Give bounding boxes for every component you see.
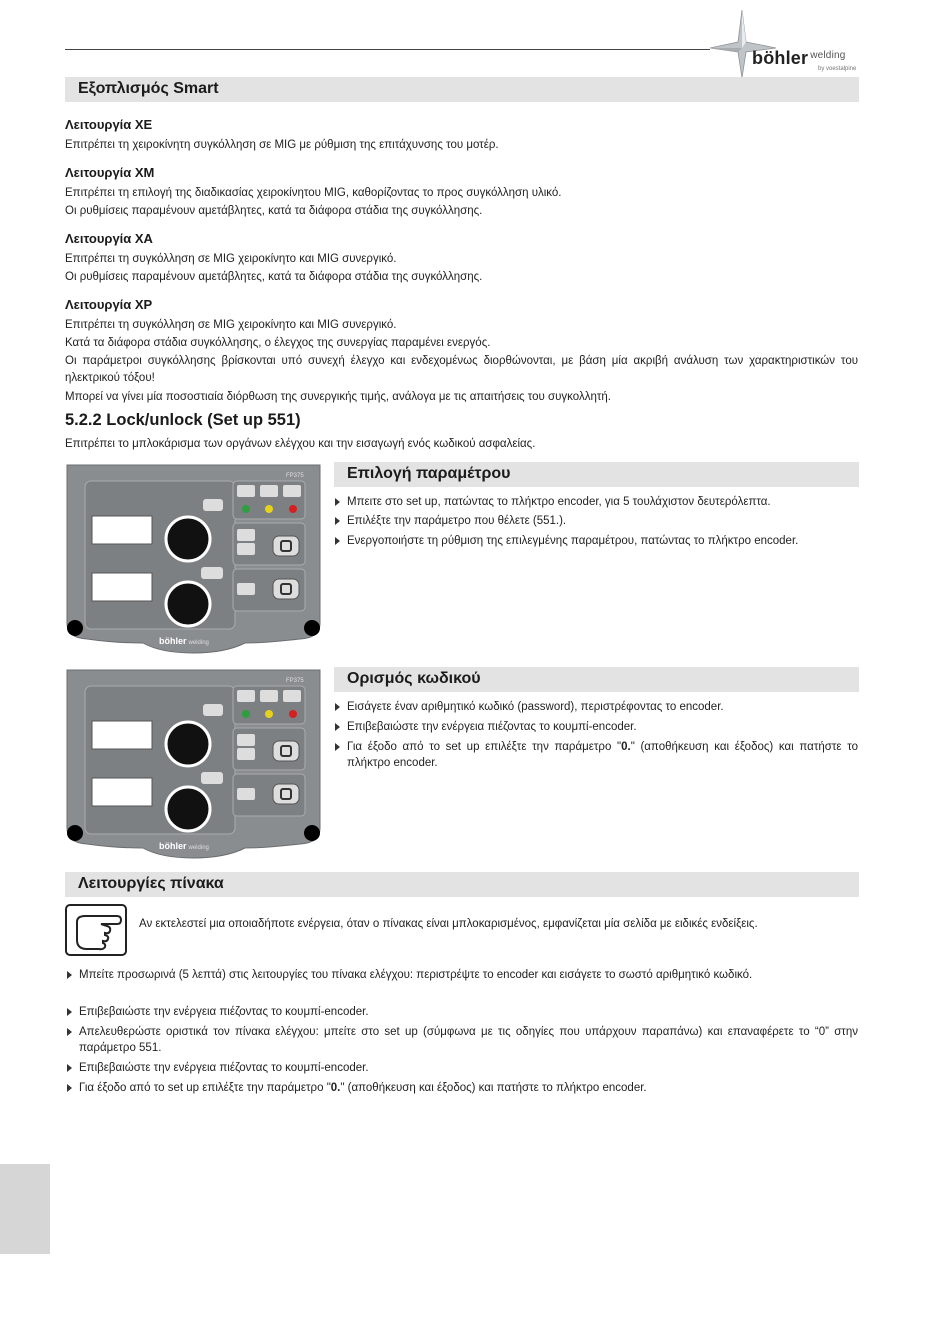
param-bullet-1-text: Μπειτε στο set up, πατώντας το πλήκτρο encoder, για 5 τουλάχιστον δευτερόλεπτα. [347,496,771,508]
code-bullet-3-pre: Για έξοδο από το set up επιλέξτε την παράμετρο " [347,741,622,753]
panel-2-brand-main: böhler [159,841,187,851]
panel-2-brand [159,841,209,851]
bullet-arrow-icon [335,517,340,525]
functions-bullet-5-post: " (αποθήκευση και έξοδος) και πατήστε το πλήκτρο encoder. [340,1082,647,1094]
code-bullet-1 [347,699,858,715]
param-bullet-2 [347,513,858,529]
param-bullet-3-text: Ενεργοποιήστε τη ρύθμιση της επιλεγμένης παραμέτρου, πατώντας το πλήκτρο encoder. [347,535,799,547]
bullet-arrow-icon [335,723,340,731]
functions-bullet-3-text: Απελευθερώστε οριστικά τον πίνακα ελέγχου: μπείτε στο set up (σύμφωνα με τις οδηγίες που υπάρχουν παραπάνω) και επαναφέρετε το “0” στην παράμετρο 551. [79,1026,858,1054]
section-param-bar [334,462,859,487]
xp-text-2: Κατά τα διάφορα στάδια συγκόλλησης, ο έλεγχος της συνεργίας παραμένει ενεργός. [65,337,491,349]
panel-1-model: FP375 [286,473,304,479]
xa-text-1: Επιτρέπει τη συγκόλληση σε MIG χειροκίνητο και MIG συνεργικό. [65,253,397,265]
xm-text-2: Οι ρυθμίσεις παραμένουν αμετάβλητες, κατά τα διάφορα στάδια της συγκόλλησης. [65,205,483,217]
functions-bullet-4 [79,1060,858,1076]
bullet-arrow-icon [67,1064,72,1072]
section-param-title: Επιλογή παραμέτρου [347,465,511,482]
section-code-bar [334,667,859,692]
pointing-hand-icon [65,904,127,956]
code-bullet-1-text: Εισάγετε έναν αριθμητικό κωδικό (password), περιστρέφοντας το encoder. [347,701,724,713]
bullet-arrow-icon [335,498,340,506]
functions-bullet-4-text: Επιβεβαιώστε την ενέργεια πιέζοντας το κουμπί-encoder. [79,1062,369,1074]
bullet-arrow-icon [335,703,340,711]
param-bullet-3 [347,533,858,549]
panel-2-model: FP375 [286,678,304,684]
side-tab [0,1164,50,1254]
xa-title: Λειτουργία XA [65,231,153,246]
code-bullet-3-post: " (αποθήκευση και έξοδος) και πατήστε το πλήκτρο encoder. [347,741,858,769]
functions-bullet-5-bold: 0. [330,1082,341,1094]
control-panel-image [65,463,322,655]
xp-text-3: Οι παράμετροι συγκόλλησης βρίσκονται υπό συνεχή έλεγχο και ενδεχομένως διορθώνονται, με βάση μία ακριβή ανάλυση των χαρακτηριστικών του ηλεκτρικού τόξου! [65,355,858,384]
section-functions-bar [65,872,859,897]
bullet-arrow-icon [335,743,340,751]
bullet-arrow-icon [67,971,72,979]
section-smart-title: Εξοπλισμός Smart [78,80,219,97]
functions-bullet-5-pre: Για έξοδο από το set up επιλέξτε την παράμετρο " [79,1082,331,1094]
panel-1-brand-main: böhler [159,636,187,646]
bullet-arrow-icon [335,537,340,545]
param-bullet-2-text: Επιλέξτε την παράμετρο που θέλετε (551.). [347,515,567,527]
panel-1-brand [159,636,209,646]
functions-note: Αν εκτελεστεί μια οποιαδήποτε ενέργεια, όταν ο πίνακας είναι μπλοκαρισμένος, εμφανίζεται μία σελίδα με ειδικές ενδείξεις. [139,918,758,930]
xe-text: Επιτρέπει τη χειροκίνητη συγκόλληση σε MIG με ρύθμιση της επιτάχυνσης του μοτέρ. [65,139,499,151]
code-bullet-3-bold: 0. [621,741,631,753]
lock-title: 5.2.2 Lock/unlock (Set up 551) [65,411,301,429]
functions-bullet-3 [79,1024,858,1056]
bullet-arrow-icon [67,1028,72,1036]
xm-title: Λειτουργία XM [65,165,155,180]
functions-bullet-2-text: Επιβεβαιώστε την ενέργεια πιέζοντας το κουμπί-encoder. [79,1006,369,1018]
functions-bullet-1 [79,967,858,983]
xa-text-2: Οι ρυθμίσεις παραμένουν αμετάβλητες, κατά τα διάφορα στάδια της συγκόλλησης. [65,271,483,283]
section-functions-title: Λειτουργίες πίνακα [78,875,224,892]
lock-intro: Επιτρέπει το μπλοκάρισμα των οργάνων ελέγχου και την εισαγωγή ενός κωδικού ασφαλείας. [65,438,536,450]
xp-text-4: Μπορεί να γίνει μία ποσοστιαία διόρθωση της συνεργικής τιμής, ανάλογα με τις απαιτήσεις του συγκολλητή. [65,391,611,403]
xp-text-1: Επιτρέπει τη συγκόλληση σε MIG χειροκίνητο και MIG συνεργικό. [65,319,397,331]
code-bullet-3 [347,739,858,771]
param-bullet-1 [347,494,858,510]
bullet-arrow-icon [67,1084,72,1092]
header-rule [65,49,710,50]
functions-bullet-5 [79,1080,858,1096]
xe-title: Λειτουργία XE [65,117,153,132]
xm-text-1: Επιτρέπει τη επιλογή της διαδικασίας χειροκίνητου MIG, καθορίζοντας το προς συγκόλληση υλικό. [65,187,562,199]
section-smart-bar [65,77,859,102]
xp-title: Λειτουργία XP [65,297,153,312]
brand-main: böhler [752,48,809,68]
brand-suffix: welding [810,50,846,61]
panel-1-brand-suffix: welding [188,640,209,646]
bullet-arrow-icon [67,1008,72,1016]
functions-bullet-1-text: Μπείτε προσωρινά (5 λεπτά) στις λειτουργίες του πίνακα ελέγχου: περιστρέψτε το encoder και εισάγετε το σωστό αριθμητικό κωδικό. [79,969,753,981]
code-bullet-2 [347,719,858,735]
brand-sub: by voestalpine [818,66,857,72]
panel-2-brand-suffix: welding [188,845,209,851]
code-bullet-2-text: Επιβεβαιώστε την ενέργεια πιέζοντας το κουμπί-encoder. [347,721,637,733]
section-code-title: Ορισμός κωδικού [347,670,481,687]
control-panel-image [65,668,322,860]
functions-bullet-2 [79,1004,858,1020]
